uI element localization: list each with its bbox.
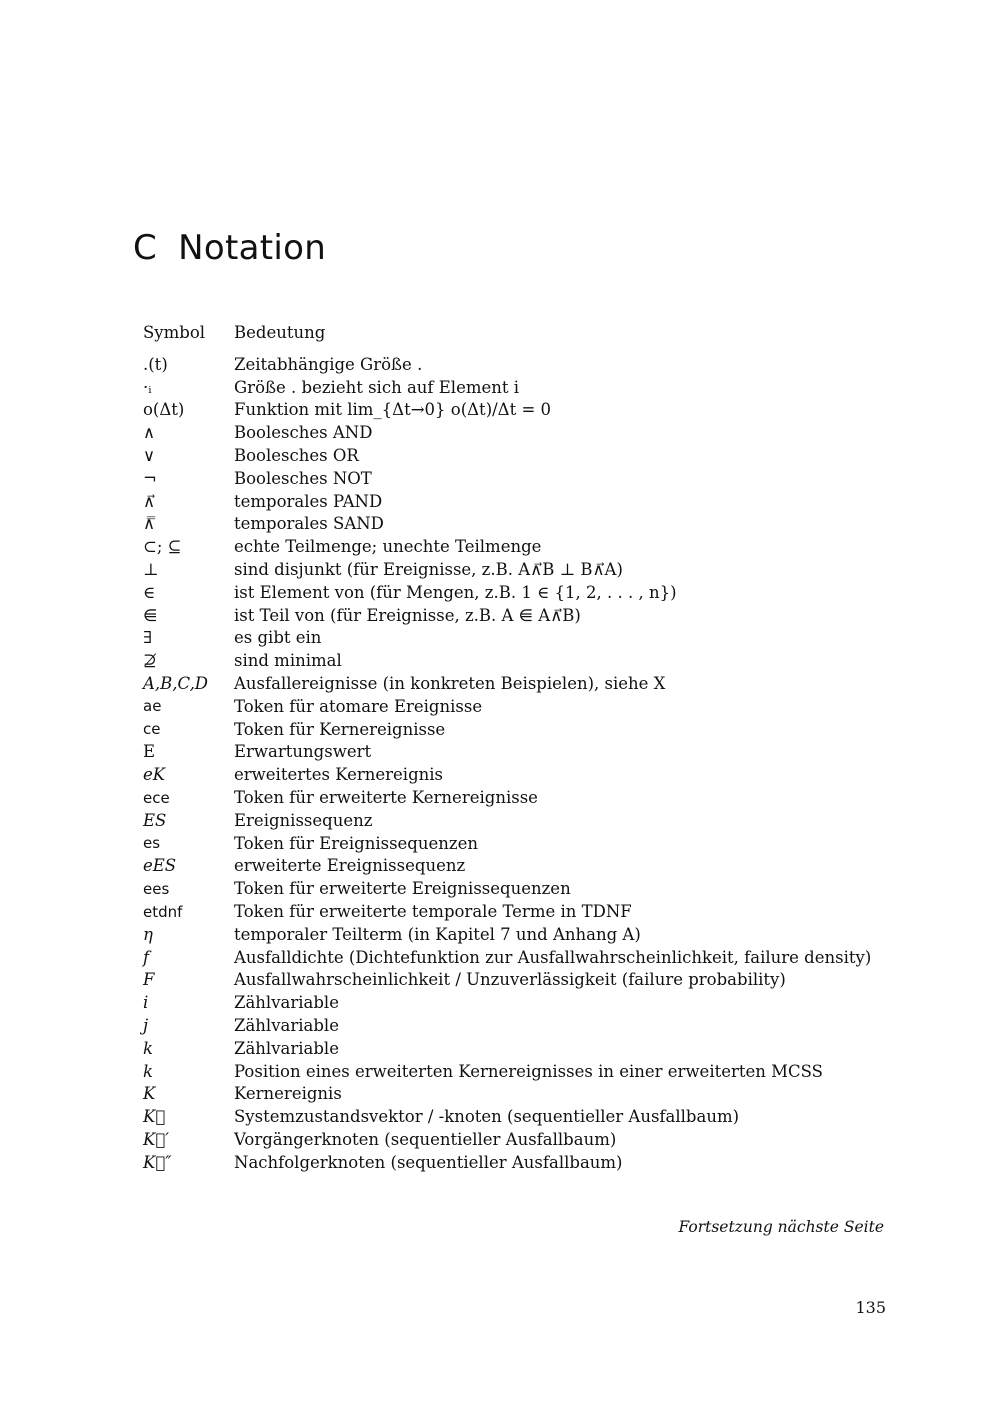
table-row xyxy=(143,1151,883,1174)
row-symbol: ⊥ xyxy=(143,560,159,580)
row-meaning: sind disjunkt (für Ereignisse, z.B. A∧⃗B ⊥ B∧⃗A) xyxy=(234,560,623,580)
table-row xyxy=(143,649,883,672)
table-row xyxy=(143,1014,883,1037)
table-row xyxy=(143,581,883,604)
row-symbol: ⊉ xyxy=(143,651,157,671)
continuation-note: Fortsetzung nächste Seite xyxy=(678,1218,884,1236)
table-row xyxy=(143,832,883,855)
row-symbol: ae xyxy=(143,697,162,716)
table-row xyxy=(143,695,883,718)
row-meaning: Zählvariable xyxy=(234,1016,339,1035)
row-symbol: K⃗″ xyxy=(143,1152,172,1172)
row-symbol: .(t) xyxy=(143,354,168,374)
table-row xyxy=(143,490,883,513)
table-row xyxy=(143,946,883,969)
row-meaning: temporaler Teilterm (in Kapitel 7 und Anhang A) xyxy=(234,924,641,944)
row-symbol: etdnf xyxy=(143,902,183,921)
chapter-title: C Notation xyxy=(133,228,327,268)
row-meaning: Token für erweiterte temporale Terme in TDNF xyxy=(234,902,632,922)
row-symbol: K⃗ xyxy=(143,1107,166,1127)
row-symbol: ees xyxy=(143,879,170,898)
row-symbol: ∈ xyxy=(143,582,156,602)
row-meaning: Erwartungswert xyxy=(234,742,372,762)
row-meaning: ist Teil von (für Ereignisse, z.B. A ⋹ A∧⃗B) xyxy=(234,605,581,625)
table-row xyxy=(143,558,883,581)
row-meaning: erweitertes Kernereignis xyxy=(234,765,443,785)
table-row xyxy=(143,627,883,650)
row-meaning: Token für Ereignissequenzen xyxy=(234,833,478,853)
table-row xyxy=(143,1037,883,1060)
row-symbol: ⊂; ⊆ xyxy=(143,537,182,557)
row-meaning: Ausfalldichte (Dichtefunktion zur Ausfallwahrscheinlichkeit, failure density) xyxy=(234,947,872,967)
table-header xyxy=(143,319,883,345)
row-symbol: ∧̿ xyxy=(143,514,156,534)
table-row xyxy=(143,741,883,764)
row-meaning: Token für atomare Ereignisse xyxy=(234,696,483,716)
table-row xyxy=(143,763,883,786)
row-meaning: temporales SAND xyxy=(234,514,384,534)
table-row xyxy=(143,421,883,444)
row-meaning: Position eines erweiterten Kernereignisses in einer erweiterten MCSS xyxy=(234,1061,823,1081)
row-symbol: ∨ xyxy=(143,446,156,466)
row-symbol: ·ᵢ xyxy=(143,377,152,397)
table-row xyxy=(143,604,883,627)
row-meaning: es gibt ein xyxy=(234,628,322,648)
row-meaning: temporales PAND xyxy=(234,491,383,511)
table-row xyxy=(143,535,883,558)
row-symbol: ⋹ xyxy=(143,605,158,625)
row-symbol: η xyxy=(143,924,153,944)
table-row xyxy=(143,1083,883,1106)
row-symbol: k xyxy=(143,1061,153,1081)
table-row xyxy=(143,1128,883,1151)
table-row xyxy=(143,786,883,809)
table-row xyxy=(143,444,883,467)
row-meaning: Vorgängerknoten (sequentieller Ausfallbaum) xyxy=(234,1129,617,1149)
table-body xyxy=(143,353,883,1174)
table-row xyxy=(143,809,883,832)
row-symbol: o(Δt) xyxy=(143,400,185,420)
table-row xyxy=(143,353,883,376)
row-meaning: Ausfallwahrscheinlichkeit / Unzuverlässigkeit (failure probability) xyxy=(234,970,786,990)
table-row xyxy=(143,1105,883,1128)
row-symbol: K⃗′ xyxy=(143,1129,169,1149)
table-row xyxy=(143,513,883,536)
row-meaning: Systemzustandsvektor / -knoten (sequentieller Ausfallbaum) xyxy=(234,1107,740,1127)
row-meaning: Größe . bezieht sich auf Element i xyxy=(234,377,520,397)
table-row xyxy=(143,672,883,695)
table-row xyxy=(143,718,883,741)
row-symbol: f xyxy=(143,947,150,967)
table-row xyxy=(143,467,883,490)
row-symbol: ece xyxy=(143,788,170,807)
row-symbol: eES xyxy=(143,856,177,876)
table-row xyxy=(143,923,883,946)
table-row xyxy=(143,1060,883,1083)
notation-table xyxy=(143,319,883,1174)
row-meaning: Ausfallereignisse (in konkreten Beispielen), siehe X xyxy=(234,674,666,694)
row-meaning: Nachfolgerknoten (sequentieller Ausfallbaum) xyxy=(234,1152,623,1172)
row-meaning: Funktion mit lim_{Δt→0} o(Δt)/Δt = 0 xyxy=(234,400,552,420)
table-row xyxy=(143,969,883,992)
row-symbol: eK xyxy=(143,765,166,785)
table-row xyxy=(143,399,883,422)
row-meaning: erweiterte Ereignissequenz xyxy=(234,856,466,876)
table-row xyxy=(143,877,883,900)
row-symbol: k xyxy=(143,1038,153,1058)
row-symbol: K xyxy=(143,1084,156,1104)
table-row xyxy=(143,855,883,878)
page-number: 135 xyxy=(855,1298,886,1317)
row-symbol: i xyxy=(143,993,149,1013)
row-symbol: es xyxy=(143,834,161,853)
header-symbol: Symbol xyxy=(143,322,206,342)
row-symbol: j xyxy=(143,1016,149,1035)
row-meaning: ist Element von (für Mengen, z.B. 1 ∈ {1, 2, . . . , n}) xyxy=(234,582,677,602)
row-symbol: A,B,C,D xyxy=(143,674,209,694)
row-meaning: Zeitabhängige Größe . xyxy=(234,354,423,374)
row-symbol: ce xyxy=(143,720,161,739)
row-meaning: Zählvariable xyxy=(234,993,339,1013)
row-meaning: sind minimal xyxy=(234,651,342,671)
row-symbol: F xyxy=(143,970,155,990)
row-meaning: Token für erweiterte Kernereignisse xyxy=(234,788,538,808)
table-row xyxy=(143,376,883,399)
row-symbol: ∧⃗ xyxy=(143,491,156,511)
header-meaning: Bedeutung xyxy=(234,322,326,342)
row-meaning: Token für Kernereignisse xyxy=(234,719,446,739)
row-meaning: Boolesches OR xyxy=(234,446,359,466)
row-meaning: Token für erweiterte Ereignissequenzen xyxy=(234,879,571,899)
row-meaning: Boolesches AND xyxy=(234,423,373,443)
row-symbol: ∧ xyxy=(143,423,156,443)
row-symbol: ES xyxy=(143,810,167,830)
row-symbol: E xyxy=(143,742,156,762)
row-symbol: ¬ xyxy=(143,468,157,488)
row-meaning: Boolesches NOT xyxy=(234,468,372,488)
row-symbol: ∃ xyxy=(143,628,152,648)
row-meaning: Zählvariable xyxy=(234,1038,339,1058)
row-meaning: echte Teilmenge; unechte Teilmenge xyxy=(234,537,542,557)
row-meaning: Kernereignis xyxy=(234,1084,342,1104)
table-row xyxy=(143,900,883,923)
table-row xyxy=(143,991,883,1014)
row-meaning: Ereignissequenz xyxy=(234,810,373,830)
